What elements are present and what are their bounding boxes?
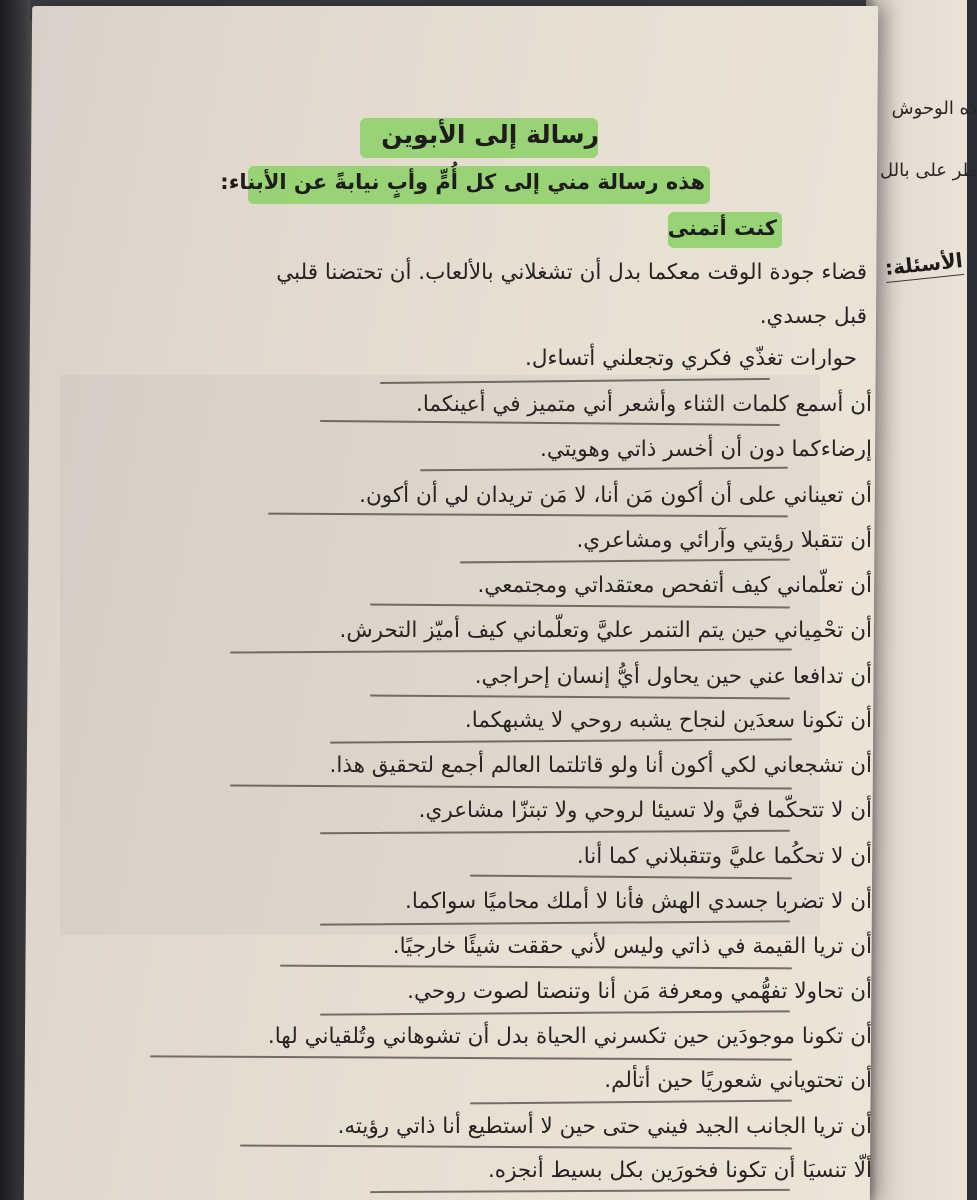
adjacent-page-line: طر على بالل (879, 160, 977, 181)
wish-line: أن تدافعا عني حين يحاول أيُّ إنسان إحراجي. (474, 664, 872, 689)
wish-line: أن تحاولا تفهُّمي ومعرفة مَن أنا وتنصتا لصوت روحي. (407, 979, 872, 1004)
page-title: رسالة إلى الأبوين (381, 120, 599, 149)
wish-line: أن أسمع كلمات الثناء وأشعر أني متميز في أعينكما. (416, 392, 872, 417)
wish-line: أن لا تتحكّما فيَّ ولا تسيئا لروحي ولا تبتزّا مشاعري. (418, 798, 872, 823)
wish-line: ألّا تنسيَا أن تكونا فخورَين بكل بسيط أنجزه. (487, 1158, 872, 1183)
adjacent-page-heading: الأسئلة: (884, 248, 964, 283)
adjacent-page (866, 0, 977, 1200)
paragraph-line: قبل جسدي. (759, 304, 867, 329)
wish-line: أن تشجعاني لكي أكون أنا ولو قاتلتما العالم أجمع لتحقيق هذا. (329, 753, 872, 778)
wish-line: أن تحْمِياني حين يتم التنمر عليَّ وتعلّماني كيف أميّز التحرش. (339, 618, 872, 643)
adjacent-page-line: ذه الوحوش (891, 98, 977, 119)
wish-line: أن تكونا سعدَين لنجاح يشبه روحي لا يشبهكما. (464, 708, 872, 733)
wish-line: أن تريا الجانب الجيد فيني حتى حين لا أستطيع أنا ذاتي رؤيته. (337, 1114, 872, 1139)
wish-line: إرضاءكما دون أن أخسر ذاتي وهويتي. (540, 437, 872, 462)
wish-line: أن لا تضربا جسدي الهش فأنا لا أملك محاميًا سواكما. (405, 889, 872, 914)
wish-line: أن تعيناني على أن أكون مَن أنا، لا مَن تريدان لي أن أكون. (359, 483, 872, 508)
wish-line: أن تكونا موجودَين حين تكسرني الحياة بدل أن تشوهاني وتُلقياني لها. (267, 1024, 872, 1049)
wish-line: أن تتقبلا رؤيتي وآرائي ومشاعري. (576, 528, 872, 553)
wish-line: أن تحتوياني شعوريًا حين أتألم. (604, 1068, 872, 1093)
wish-line: حوارات تغذّي فكري وتجعلني أتساءل. (524, 346, 857, 371)
wish-line: أن تريا القيمة في ذاتي وليس لأني حققت شيئًا خارجيًا. (392, 934, 872, 959)
wish-line: أن لا تحكُما عليَّ وتتقبلاني كما أنا. (576, 844, 872, 869)
page-subtitle: هذه رسالة مني إلى كل أُمٍّ وأبٍ نيابةً عن الأبناء: (220, 170, 705, 194)
section-heading: كنت أتمنى (667, 216, 777, 240)
wish-line: أن تعلّماني كيف أتفحص معتقداتي ومجتمعي. (477, 573, 872, 598)
paragraph-line: قضاء جودة الوقت معكما بدل أن تشغلاني بالألعاب. أن تحتضنا قلبي (276, 260, 867, 285)
